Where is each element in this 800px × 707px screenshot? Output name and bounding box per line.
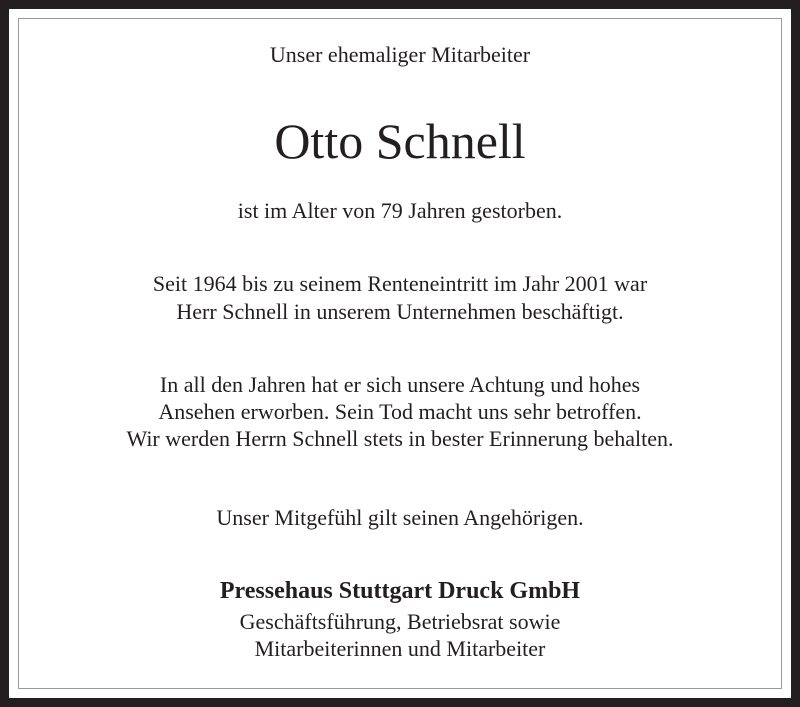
tribute-line-2: Ansehen erworben. Sein Tod macht uns sehr betroffen. xyxy=(158,399,642,424)
tribute-line-1: In all den Jahren hat er sich unsere Achtung und hohes xyxy=(159,372,641,397)
company-name: Pressehaus Stuttgart Druck GmbH xyxy=(219,578,581,604)
employment-line-1: Seit 1964 bis zu seinem Renteneintritt im Jahr 2001 war xyxy=(152,271,648,296)
deceased-name: Otto Schnell xyxy=(274,113,526,169)
intro-text: Unser ehemaliger Mitarbeiter xyxy=(269,42,531,67)
condolence-text: Unser Mitgefühl gilt seinen Angehörigen. xyxy=(216,505,584,530)
signatory-line-2: Mitarbeiterinnen und Mitarbeiter xyxy=(254,636,546,661)
age-line: ist im Alter von 79 Jahren gestorben. xyxy=(237,198,563,223)
tribute-line-3: Wir werden Herrn Schnell stets in bester Erinnerung behalten. xyxy=(126,426,674,451)
signatory-line-1: Geschäftsführung, Betriebsrat sowie xyxy=(239,609,561,634)
employment-line-2: Herr Schnell in unserem Unternehmen beschäftigt. xyxy=(176,299,624,324)
